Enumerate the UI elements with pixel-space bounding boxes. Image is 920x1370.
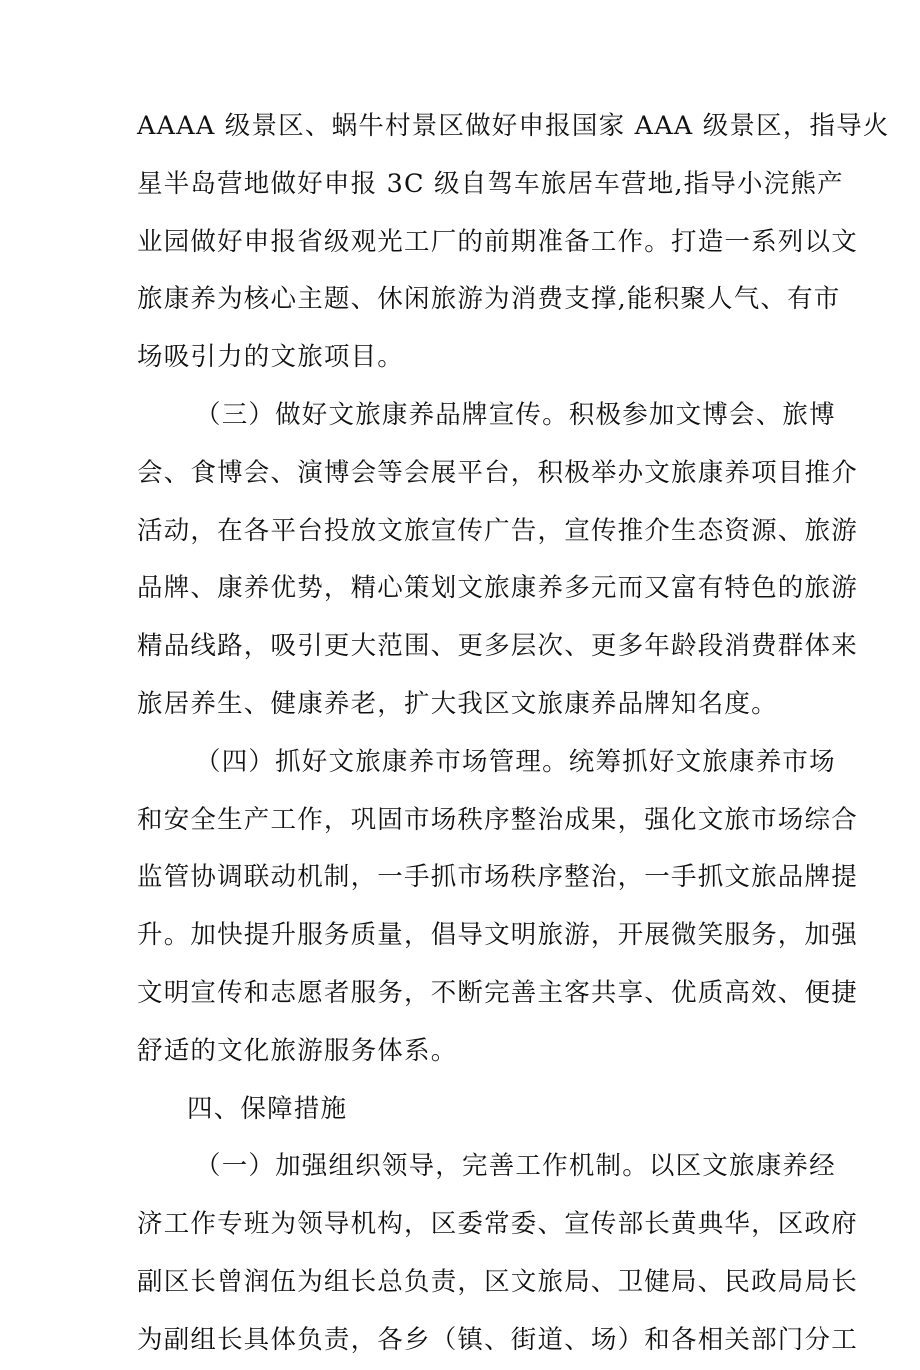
body-line-21: 副区长曾润伍为组长总负责，区文旅局、卫健局、民政局局长 [137,1266,858,1297]
body-line-8: 活动，在各平台投放文旅宣传广告，宣传推介生态资源、旅游 [137,515,858,546]
body-line-5: 场吸引力的文旅项目。 [137,342,405,373]
document-body [137,98,890,1370]
subheading-organization-leadership: （一）加强组织领导，完善工作机制。以区文旅康养经 [195,1151,836,1182]
body-line-3: 业园做好申报省级观光工厂的前期准备工作。打造一系列以文 [137,226,858,257]
body-line-2: 星半岛营地做好申报 3C 级自驾车旅居车营地,指导小浣熊产 [137,168,844,199]
body-line-22: 为副组长具体负责，各乡（镇、街道、场）和各相关部门分工 [137,1324,858,1355]
main-heading-safeguards: 四、保障措施 [187,1093,348,1124]
body-line-20: 济工作专班为领导机构，区委常委、宣传部长黄典华，区政府 [137,1209,858,1240]
body-line-17: 舒适的文化旅游服务体系。 [137,1035,458,1066]
section-3-heading-line: （三）做好文旅康养品牌宣传。积极参加文博会、旅博 [195,399,836,430]
body-line-13: 和安全生产工作，巩固市场秩序整治成果，强化文旅市场综合 [137,804,858,835]
body-line-7: 会、食博会、演博会等会展平台，积极举办文旅康养项目推介 [137,457,858,488]
body-line-14: 监管协调联动机制，一手抓市场秩序整治，一手抓文旅品牌提 [137,862,858,893]
body-line-4: 旅康养为核心主题、休闲旅游为消费支撑,能积聚人气、有市 [137,284,841,315]
body-line-1: AAAA 级景区、蜗牛村景区做好申报国家 AAA 级景区，指导火 [137,111,890,141]
body-line-15: 升。加快提升服务质量，倡导文明旅游，开展微笑服务，加强 [137,920,858,951]
body-line-16: 文明宣传和志愿者服务，不断完善主客共享、优质高效、便捷 [137,977,858,1008]
section-4-heading-line: （四）抓好文旅康养市场管理。统筹抓好文旅康养市场 [195,746,836,777]
body-line-10: 精品线路，吸引更大范围、更多层次、更多年龄段消费群体来 [137,631,858,662]
body-line-11: 旅居养生、健康养老，扩大我区文旅康养品牌知名度。 [137,688,778,719]
body-line-9: 品牌、康养优势，精心策划文旅康养多元而又富有特色的旅游 [137,573,858,604]
